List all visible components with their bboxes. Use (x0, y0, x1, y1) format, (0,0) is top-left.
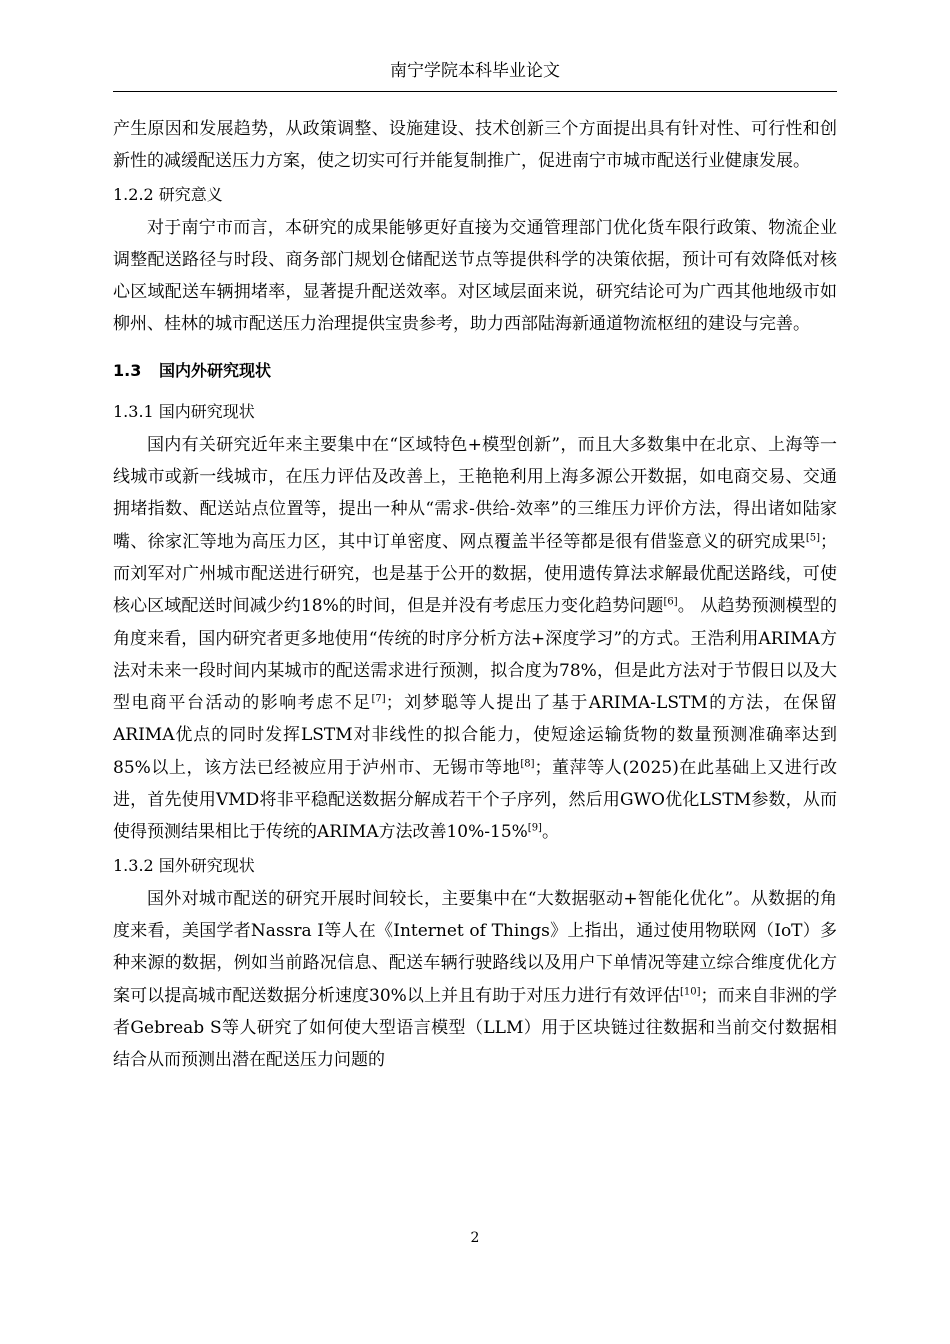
text-run: ；而刘军对广州城市配送进行研究，也是基于公开的数据，使用遗传算法求解最优配送路线，可使核心区域配送时间减少约18%的时间，但是并没有考虑压力变化趋势问题 (113, 531, 837, 617)
text-run: ；刘梦聪等人提出了基于ARIMA-LSTM的方法，在保留ARIMA优点的同时发挥LSTM对非线性的拟合能力，使短途运输货物的数量预测准确率达到85%以上，该方法已经被应用于泸州市、无锡市等地 (113, 693, 837, 778)
paragraph-continuation: 产生原因和发展趋势，从政策调整、设施建设、技术创新三个方面提出具有针对性、可行性和创新性的减缓配送压力方案，使之切实可行并能复制推广，促进南宁市城市配送行业健康发展。 (113, 119, 837, 172)
subsection-heading-1-2-2: 1.2.2 研究意义 (113, 184, 223, 204)
subsection-heading-1-3-2: 1.3.2 国外研究现状 (113, 855, 255, 875)
running-header: 南宁学院本科毕业论文 (390, 61, 560, 81)
text-run: 。 从趋势预测模型的角度来看，国内研究者更多地使用“传统的时序分析方法+深度学习”的方式。王浩利用ARIMA方法对未来一段时间内某城市的配送需求进行预测，拟合度为78%，但是此方法对于节假日以及大型电商平台活动的影响考虑不足 (113, 596, 837, 714)
page-number: 2 (470, 1230, 480, 1246)
section-title: 国内外研究现状 (159, 360, 272, 380)
text-run: ；而来自非洲的学者Gebreab S等人研究了如何使大型语言模型（LLM）用于区块链过往数据和当前交付数据相结合从而预测出潜在配送压力问题的 (113, 985, 837, 1071)
section-heading-1-3 (113, 341, 837, 395)
citation-ref: [7] (371, 693, 386, 705)
text-run: 国外对城市配送的研究开展时间较长，主要集中在“大数据驱动+智能化优化”。从数据的角度来看，美国学者Nassra I等人在《Internet of Things》上指出，通过使用物联网（IoT）多种来源的数据，例如当前路况信息、配送车辆行驶路线以及用户下单情况等建立综合维度优化方案可以提高城市配送数据分析速度30%以上并且有助于对压力进行有效评估 (113, 888, 837, 1006)
paragraph-foreign-research (113, 883, 837, 1077)
text-run: ；董萍等人(2025)在此基础上又进行改进，首先使用VMD将非平稳配送数据分解成若干个子序列，然后用GWO优化LSTM参数，从而使得预测结果相比于传统的ARIMA方法改善10%-15% (113, 757, 837, 843)
paragraph-research-significance: 对于南宁市而言，本研究的成果能够更好直接为交通管理部门优化货车限行政策、物流企业调整配送路径与时段、商务部门规划仓储配送节点等提供科学的决策依据，预计可有效降低对核心区域配送车辆拥堵率，显著提升配送效率。对区域层面来说，研究结论可为广西其他地级市如柳州、桂林的城市配送压力治理提供宝贵参考，助力西部陆海新通道物流枢纽的建设与完善。 (113, 217, 837, 335)
paragraph-domestic-research (113, 429, 837, 849)
section-number: 1.3 (113, 360, 142, 380)
citation-ref: [10] (679, 985, 701, 997)
header-rule (113, 91, 837, 92)
citation-ref: [6] (663, 596, 678, 608)
citation-ref: [5] (805, 532, 820, 544)
subsection-heading-1-3-1: 1.3.1 国内研究现状 (113, 401, 255, 421)
text-run: 。 (541, 822, 559, 843)
citation-ref: [9] (527, 822, 542, 834)
text-run: 国内有关研究近年来主要集中在“区域特色+模型创新”，而且大多数集中在北京、上海等一线城市或新一线城市，在压力评估及改善上，王艳艳利用上海多源公开数据，如电商交易、交通拥堵指数、配送站点位置等，提出一种从“需求-供给-效率”的三维压力评价方法，得出诸如陆家嘴、徐家汇等地为高压力区，其中订单密度、网点覆盖半径等都是很有借鉴意义的研究成果 (113, 434, 837, 552)
body-text (113, 113, 837, 1076)
citation-ref: [8] (520, 758, 535, 770)
